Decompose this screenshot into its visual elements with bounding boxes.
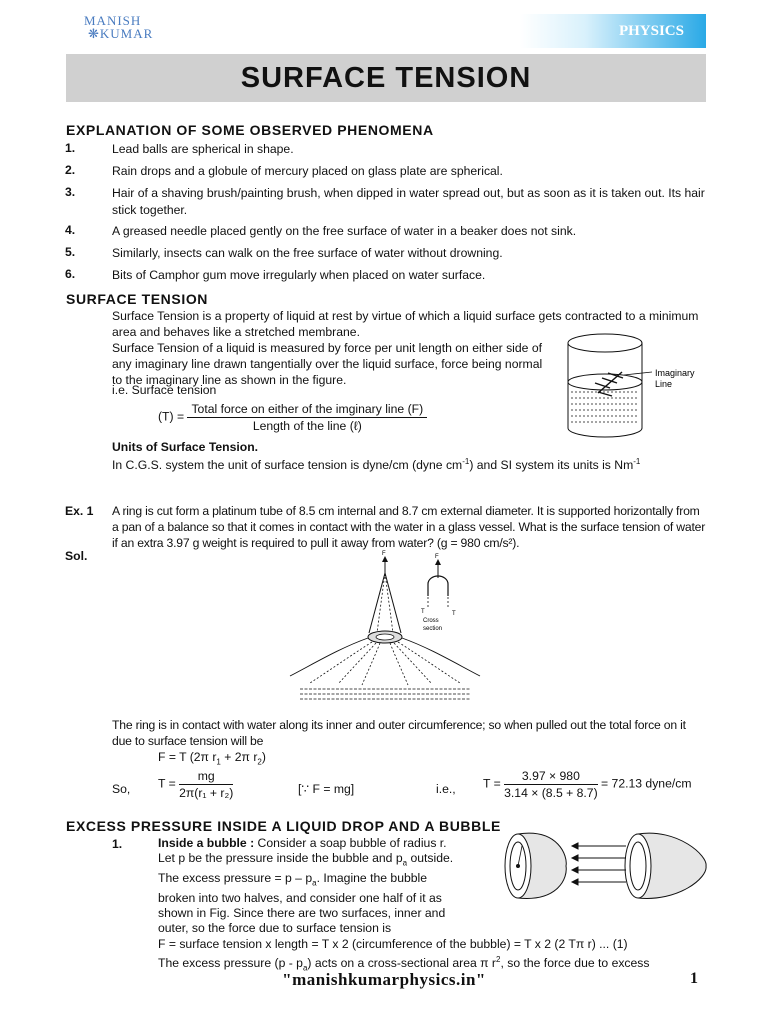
page-number: 1 xyxy=(690,970,698,987)
section-heading-phenomena: EXPLANATION OF SOME OBSERVED PHENOMENA xyxy=(66,122,434,138)
formula-numerator: mg xyxy=(179,769,233,785)
bubble-figure xyxy=(498,826,710,904)
section-heading-surface-tension: SURFACE TENSION xyxy=(66,291,209,307)
units-text: In C.G.S. system the unit of surface tension is dyne/cm (dyne $cm^{-1}$) and SI system its units is $Nm^{-1}$ xyxy=(112,457,641,473)
force-label-2: F xyxy=(435,554,439,560)
definition-paragraph: Surface Tension is a property of liquid at rest by virtue of which a liquid surface gets contracted to a minimum area and behaves like a stretched membrane. xyxy=(112,309,699,339)
footer-site: "manishkumarphysics.in" xyxy=(282,970,486,989)
formula-denominator: Length of the line (ℓ) xyxy=(252,419,362,433)
formula-fraction xyxy=(187,402,427,433)
item-number: 2. xyxy=(65,163,76,177)
surface-tension-formula xyxy=(158,402,427,433)
example-label: Ex. 1 xyxy=(65,504,94,518)
subject-banner xyxy=(520,14,706,48)
tension-label-2: T xyxy=(452,611,456,617)
logo xyxy=(84,14,153,40)
list-item: Bits of Camphor gum move irregularly when placed on water surface. xyxy=(112,268,486,282)
item-number: 5. xyxy=(65,245,76,259)
imaginary-label: Imaginary xyxy=(655,368,695,378)
formula-lhs: (T) = xyxy=(158,409,185,424)
formula-denominator: 3.14 × (8.5 + 8.7) xyxy=(504,786,598,800)
formula-numerator: Total force on either of the imginary line (F) xyxy=(187,402,427,418)
beaker-figure xyxy=(560,330,710,445)
force-label: F xyxy=(382,551,386,557)
section-heading-excess-pressure: EXCESS PRESSURE INSIDE A LIQUID DROP AND A BUBBLE xyxy=(66,818,501,834)
item-number: 6. xyxy=(65,267,76,281)
numeric-formula: T = $\frac{3.97 \times 980}{3.14 \times (8.5 + 8.7)}$ = 72.13 dyne/cm xyxy=(483,769,692,800)
ring-figure xyxy=(270,548,520,708)
section-label: section xyxy=(423,626,443,632)
ie-label: i.e., xyxy=(436,782,456,796)
example-text: A ring is cut form a platinum tube of 8.5 cm internal and 8.7 cm external diameter. It is supported horizontally from a pan of a balance so that it comes in contact with the water in a glass vessel. What is the surface tension of water if an extra 3.97 g weight is required to pull it away from water? (g = 980 cm/s²). xyxy=(112,504,706,550)
measurement-paragraph: Surface Tension of a liquid is measured by force per unit length on either side of any imaginary line drawn tangentially over the liquid surface, force being normal to the imaginary line as shown in the figure. xyxy=(112,341,543,387)
tension-formula: T = $\frac{mg}{\text{2π(r₁ + r₂)}}$ xyxy=(158,769,234,800)
logo-line2: ❋KUMAR xyxy=(88,26,154,41)
logo-line1: MANISH xyxy=(84,13,142,28)
item-number: 3. xyxy=(65,185,76,199)
units-heading: Units of Surface Tension. xyxy=(112,440,259,454)
solution-text: The ring is in contact with water along its inner and outer circumference; so when pulled out the total force on it due to surface tension will be xyxy=(112,718,686,748)
list-item: Similarly, insects can walk on the free surface of water without drowning. xyxy=(112,246,503,260)
item-number: 4. xyxy=(65,223,76,237)
ie-text: i.e. Surface tension xyxy=(112,383,217,397)
list-item: A greased needle placed gently on the free surface of water in a beaker does not sink. xyxy=(112,224,577,238)
page-title: SURFACE TENSION xyxy=(66,54,706,102)
formula-numerator: 3.97 × 980 xyxy=(504,769,598,785)
so-label: So, xyxy=(112,782,131,796)
solution-label: Sol. xyxy=(65,549,88,563)
subject-label: PHYSICS xyxy=(618,23,684,39)
cross-label: Cross xyxy=(423,618,439,624)
item-number: 1. xyxy=(65,141,76,155)
list-item: Rain drops and a globule of mercury placed on glass plate are spherical. xyxy=(112,164,503,178)
result-value: = 72.13 dyne/cm xyxy=(601,776,692,791)
line-label: Line xyxy=(655,379,673,389)
list-item: Hair of a shaving brush/painting brush, when dipped in water spread out, but as soon as it is taken out. Its hair stick together. xyxy=(112,186,705,217)
bubble-text: Inside a bubble : Consider a soap bubble of radius r. Let p be the pressure inside the bubble and $p_a$ outside. The excess pressure = p – $p_a$. Imagine the bubble broken into two halves, and consider one half of it as shown in Fig. Since there are two surfaces, inner and outer, so the force due to surface tension is F = surface tension x length = T x 2 (circumference of the bubble) = T x 2 (2 Tπ r) ... (1) The excess pressure $(p - p_a)$ acts on a cross-sectional area π $r^2$, so the force due to excess xyxy=(158,836,650,973)
because-note: [∵ F = mg] xyxy=(298,782,355,796)
list-item: Lead balls are spherical in shape. xyxy=(112,142,294,156)
formula-denominator: 2π(r₁ + r₂) xyxy=(179,786,234,800)
logo-emblem-icon: ❋ xyxy=(88,26,100,41)
force-equation: F = T (2π $r_1 + 2\pi$ $r_2$) xyxy=(158,750,266,767)
item-number: 1. xyxy=(112,837,123,851)
tension-label-1: T xyxy=(421,609,425,615)
